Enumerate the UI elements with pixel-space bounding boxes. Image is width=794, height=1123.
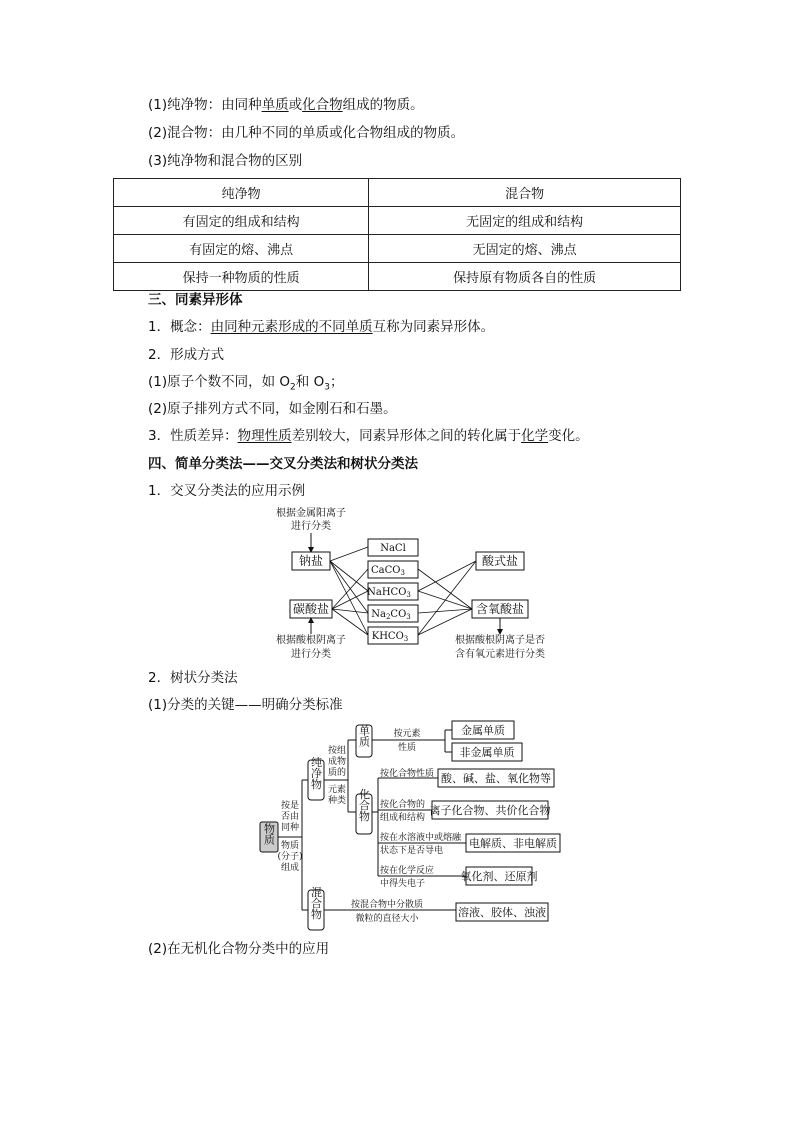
allotrope-concept: 1．概念：由同种元素形成的不同单质互称为同素异形体。 xyxy=(148,319,495,335)
svg-text:纯净物: 纯净物 xyxy=(309,756,323,790)
table-header: 纯净物 xyxy=(114,179,369,207)
svg-text:成物: 成物 xyxy=(327,757,347,767)
svg-text:中得失电子: 中得失电子 xyxy=(380,879,426,889)
svg-text:钠盐: 钠盐 xyxy=(298,554,324,568)
table-header: 混合物 xyxy=(369,179,681,207)
svg-text:按元素: 按元素 xyxy=(393,729,421,739)
compound-caco3: CaCO$_3$ xyxy=(371,565,405,577)
svg-text:溶液、胶体、浊液: 溶液、胶体、浊液 xyxy=(458,906,546,919)
property-difference: 3．性质差异：物理性质差别较大，同素异形体之间的转化属于化学变化。 xyxy=(148,428,589,444)
svg-text:性质: 性质 xyxy=(397,743,417,753)
difference-heading: (3)纯净物和混合物的区别 xyxy=(148,153,303,169)
svg-text:按在化学反应: 按在化学反应 xyxy=(380,866,435,876)
table-cell: 无固定的熔、沸点 xyxy=(369,235,681,263)
term-compound: 化合物 xyxy=(302,97,343,113)
svg-text:元素: 元素 xyxy=(327,785,347,795)
svg-text:微粒的直径大小: 微粒的直径大小 xyxy=(355,914,419,924)
svg-text:电解质、非电解质: 电解质、非电解质 xyxy=(469,837,557,850)
svg-text:化合物: 化合物 xyxy=(357,788,371,822)
table-cell: 无固定的组成和结构 xyxy=(369,207,681,235)
svg-text:金属单质: 金属单质 xyxy=(461,724,505,737)
svg-text:否由: 否由 xyxy=(280,812,300,822)
svg-text:物质: 物质 xyxy=(280,841,300,851)
svg-text:含氧酸盐: 含氧酸盐 xyxy=(475,602,525,616)
tree-heading: 2．树状分类法 xyxy=(148,670,238,686)
svg-text:按是: 按是 xyxy=(280,801,300,811)
svg-text:单质: 单质 xyxy=(357,725,371,747)
svg-text:种类: 种类 xyxy=(327,796,347,806)
svg-text:按组: 按组 xyxy=(327,746,347,756)
top-note-line: 进行分类 xyxy=(291,521,331,532)
classification-heading: 四、简单分类法——交叉分类法和树状分类法 xyxy=(148,456,418,472)
formation-atoms: (1)原子个数不同，如 $O_2$和 $O_3$； xyxy=(148,374,344,393)
table-cell: 保持一种物质的性质 xyxy=(114,263,369,291)
svg-text:质的: 质的 xyxy=(327,768,347,778)
bottom-left-note: 进行分类 xyxy=(291,649,331,660)
bottom-right-note: 根据酸根阴离子是否 xyxy=(455,635,545,646)
svg-text:非金属单质: 非金属单质 xyxy=(459,746,515,759)
inorganic-application: (2)在无机化合物分类中的应用 xyxy=(148,941,330,957)
table-cell: 保持原有物质各自的性质 xyxy=(369,263,681,291)
svg-text:物质: 物质 xyxy=(262,823,276,845)
compound-nacl: NaCl xyxy=(380,543,406,554)
bottom-right-note: 含有氧元素进行分类 xyxy=(455,649,545,660)
compound-nahco3: NaHCO$_3$ xyxy=(367,587,411,599)
svg-text:酸、碱、盐、氧化物等: 酸、碱、盐、氧化物等 xyxy=(441,772,551,785)
compound-khco3: $KHCO_3$ xyxy=(371,631,409,643)
cross-heading: 1．交叉分类法的应用示例 xyxy=(148,483,306,499)
table-cell: 有固定的组成和结构 xyxy=(114,207,369,235)
allotrope-heading: 三、同素异形体 xyxy=(148,292,243,308)
tree-key: (1)分类的关键——明确分类标准 xyxy=(148,697,343,713)
svg-text:按化合物性质: 按化合物性质 xyxy=(380,769,435,779)
svg-text:按混合物中分散质: 按混合物中分散质 xyxy=(350,900,424,910)
svg-text:状态下是否导电: 状态下是否导电 xyxy=(380,846,444,856)
mixture-def: (2)混合物：由几种不同的单质或化合物组成的物质。 xyxy=(148,125,465,141)
bottom-left-note: 根据酸根阴离子 xyxy=(276,635,346,646)
svg-text:组成: 组成 xyxy=(280,863,300,873)
svg-text:按在水溶液中或熔融: 按在水溶液中或熔融 xyxy=(380,833,462,843)
table-cell: 有固定的熔、沸点 xyxy=(114,235,369,263)
compound-na2co3: $Na_2CO_3$ xyxy=(371,609,411,621)
pure-substance-def: (1)纯净物：由同种单质或化合物组成的物质。 xyxy=(148,97,424,113)
term-element: 单质 xyxy=(261,97,289,113)
svg-text:混合物: 混合物 xyxy=(309,886,323,920)
formation-heading: 2．形成方式 xyxy=(148,347,225,363)
svg-text:离子化合物、共价化合物: 离子化合物、共价化合物 xyxy=(429,804,551,817)
svg-text:(分子): (分子) xyxy=(277,852,303,862)
svg-text:按化合物的: 按化合物的 xyxy=(380,800,426,810)
svg-text:酸式盐: 酸式盐 xyxy=(481,554,519,568)
svg-text:氧化剂、还原剂: 氧化剂、还原剂 xyxy=(460,870,538,883)
formation-arrangement: (2)原子排列方式不同，如金刚石和石墨。 xyxy=(148,401,397,417)
svg-text:碳酸盐: 碳酸盐 xyxy=(292,602,330,616)
top-note-line: 根据金属阳离子 xyxy=(276,508,346,519)
svg-text:组成和结构: 组成和结构 xyxy=(380,813,426,823)
svg-text:同种: 同种 xyxy=(280,823,300,833)
